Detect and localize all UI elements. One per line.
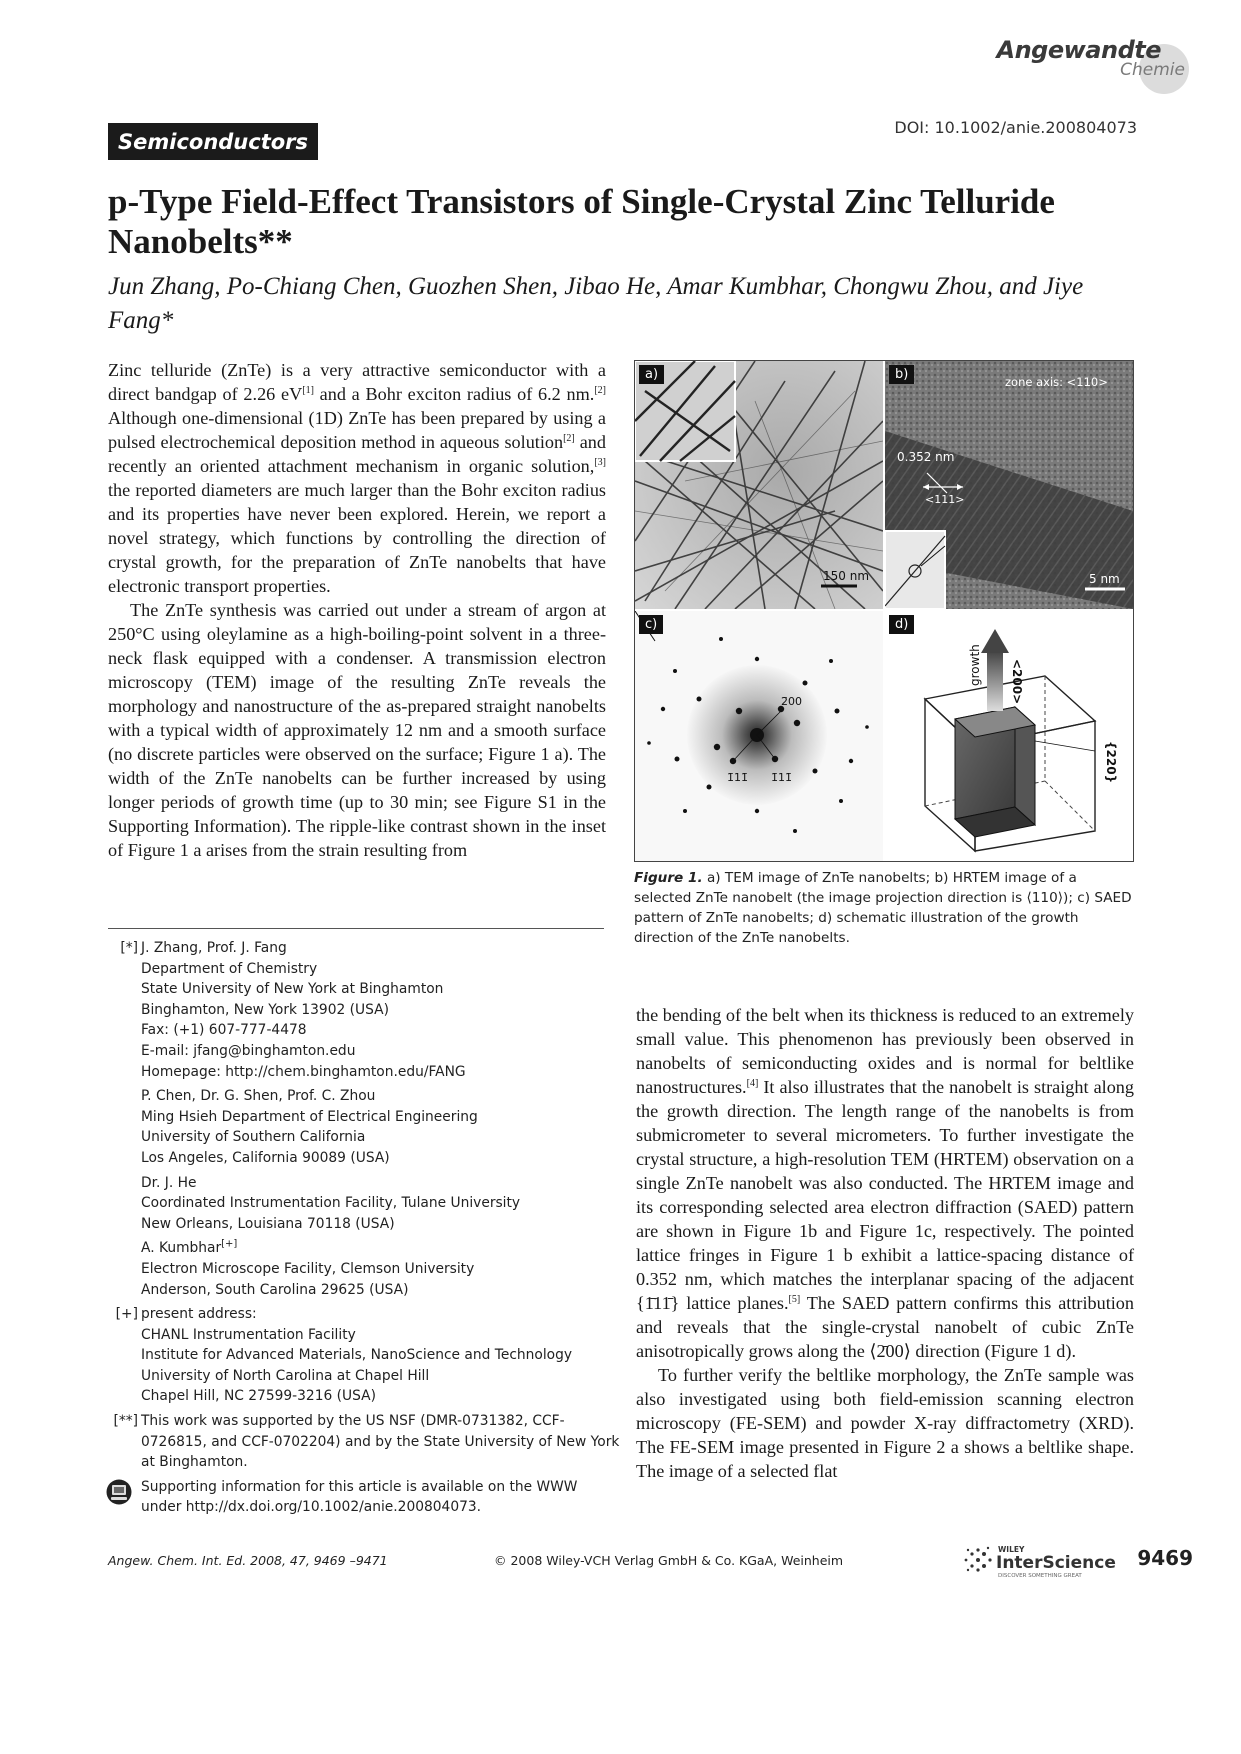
- caption-text: a) TEM image of ZnTe nanobelts; b) HRTEM image of a selected ZnTe nanobelt (the image projection direction is ⟨110⟩); c) SAED pattern of ZnTe nanobelts; d) schematic illustration of the growth direction of the ZnTe nanobelts.: [634, 870, 1132, 946]
- footnote-supporting-info: [108, 1477, 608, 1518]
- page-number: 9469: [1137, 1546, 1193, 1570]
- footnote-line: at Binghamton.: [141, 1454, 248, 1471]
- paragraph: The ZnTe synthesis was carried out under a stream of argon at 250°C using oleylamine as a high-boiling-point solvent in a three-neck flask equipped with a condenser. A transmission electron microscopy (TEM) image of the resulting ZnTe reveals the morphology and nanostructure of the as-prepared straight nanobelts with a typical width of approximately 12 nm and a smooth surface (no discrete particles were observed on the surface; Figure 1 a). The width of the ZnTe nanobelts can be further increased by using longer periods of growth time (up to 30 min; see Figure S1 in the Supporting Information). The ripple-like contrast shown in the inset of Figure 1 a arises from the strain resulting from: [108, 600, 606, 860]
- footnote-line: New Orleans, Louisiana 70118 (USA): [141, 1215, 395, 1232]
- panel-d-label: d): [889, 615, 914, 634]
- footnote-mark: [+]: [115, 1306, 138, 1323]
- caption-label: Figure 1.: [634, 870, 703, 886]
- footnote-present-address: [108, 1304, 608, 1407]
- footnote-line: Coordinated Instrumentation Facility, Tulane University: [141, 1195, 521, 1212]
- footnote-line: Electron Microscope Facility, Clemson University: [141, 1260, 475, 1277]
- footnote-line: Supporting information for this article is available on the WWW: [141, 1478, 578, 1495]
- footnote-line: Institute for Advanced Materials, NanoScience and Technology: [141, 1347, 573, 1364]
- footnote-line: CHANL Instrumentation Facility: [141, 1326, 356, 1343]
- figure-caption: [634, 868, 1134, 948]
- growth-label: growth: [968, 644, 982, 686]
- panel-c-saed-pattern: [635, 611, 883, 861]
- body-left-column: [108, 358, 606, 862]
- publisher-tagline: DISCOVER SOMETHING GREAT: [998, 1573, 1082, 1579]
- article-title: p-Type Field-Effect Transistors of Single-Crystal Zinc Telluride Nanobelts**: [108, 182, 1055, 261]
- footnote-affiliation-4: [108, 1238, 608, 1300]
- footnote-line: Los Angeles, California 90089 (USA): [141, 1149, 390, 1166]
- footnote-affiliation-3: [108, 1173, 608, 1235]
- footnote-line: J. Zhang, Prof. J. Fang: [141, 940, 287, 956]
- direction-label-b: <111>: [925, 493, 965, 506]
- spacing-label: 0.352 nm: [897, 450, 955, 464]
- footnote-line: This work was supported by the US NSF (DMR-0731382, CCF-: [141, 1413, 565, 1430]
- spot-label-111a: 1̄11̄: [727, 771, 748, 784]
- footnote-line: Binghamton, New York 13902 (USA): [141, 1001, 389, 1018]
- panel-c-label: c): [639, 615, 663, 634]
- spot-label-111b: 1̄11̄: [771, 771, 792, 784]
- homepage-link[interactable]: Homepage: http://chem.binghamton.edu/FANG: [141, 1063, 466, 1080]
- panel-a-tem-image: [635, 361, 883, 609]
- paragraph: To further verify the beltlike morphology, the ZnTe sample was also investigated using both field-emission scanning electron microscopy (FE-SEM) and powder X-ray diffractometry (XRD). The FE-SEM image presented in Figure 2 a shows a beltlike shape. The image of a selected flat: [636, 1365, 1134, 1481]
- footnote-funding: [108, 1411, 620, 1473]
- footnote-line: Department of Chemistry: [141, 960, 318, 977]
- footnote-affiliation-2: [108, 1086, 608, 1168]
- footnote-line: Chapel Hill, NC 27599-3216 (USA): [141, 1388, 376, 1405]
- footnote-line: Dr. J. He: [141, 1174, 197, 1191]
- footnote-line: State University of New York at Binghamton: [141, 981, 444, 998]
- scale-bar-a: 150 nm: [823, 569, 870, 583]
- computer-icon: [106, 1479, 132, 1505]
- footnote-line: University of Southern California: [141, 1129, 366, 1146]
- footnote-divider: [108, 928, 604, 929]
- footnotes: [108, 938, 620, 1522]
- footnote-line: Anderson, South Carolina 29625 (USA): [141, 1281, 409, 1298]
- panel-a-label: a): [639, 365, 664, 384]
- copyright: © 2008 Wiley-VCH Verlag GmbH & Co. KGaA, Weinheim: [494, 1553, 844, 1568]
- footnote-line: Fax: (+1) 607-777-4478: [141, 1022, 307, 1039]
- panel-b-label: b): [889, 365, 914, 384]
- body-right-column: [636, 1003, 1134, 1483]
- footnote-line: A. Kumbhar[+]: [141, 1238, 238, 1257]
- publisher-name: InterScience: [996, 1553, 1116, 1573]
- footnote-line: present address:: [141, 1306, 257, 1323]
- logo-sub-text: Chemie: [1120, 60, 1185, 80]
- interscience-logo: [962, 1540, 1142, 1580]
- spot-label-200: 2̄00: [781, 695, 802, 708]
- footnote-line: Ming Hsieh Department of Electrical Engineering: [141, 1108, 478, 1125]
- paragraph: Zinc telluride (ZnTe) is a very attractive semiconductor with a direct bandgap of 2.26 eV[1] and a Bohr exciton radius of 6.2 nm.[2] Although one-dimensional (1D) ZnTe has been prepared by using a pulsed electrochemical deposition method in aqueous solution[2] and recently an oriented attachment mechanism in organic solution,[3] the reported diameters are much larger than the Bohr exciton radius and its properties have never been explored. Herein, we report a novel strategy, which functions by controlling the direction of crystal growth, for the preparation of ZnTe nanobelts that have electronic transport properties.: [108, 360, 606, 596]
- logo-main-text: Angewandte: [996, 36, 1161, 64]
- footnote-line: P. Chen, Dr. G. Shen, Prof. C. Zhou: [141, 1088, 376, 1105]
- footnote-line: 0726815, and CCF-0702204) and by the State University of New York: [141, 1433, 620, 1450]
- growth-direction-label: <200>: [1010, 659, 1024, 705]
- scale-bar-b: 5 nm: [1089, 572, 1120, 586]
- panel-d-schematic: [885, 611, 1133, 861]
- author-list: Jun Zhang, Po-Chiang Chen, Guozhen Shen, Jibao He, Amar Kumbhar, Chongwu Zhou, and Jiye Fang*: [108, 273, 1084, 334]
- figure-1: [634, 360, 1134, 862]
- footnote-affiliation-1: [108, 938, 608, 1082]
- paragraph: the bending of the belt when its thickness is reduced to an extremely small value. This phenomenon has previously been observed in nanobelts of semiconducting oxides and is normal for beltlike nanostructures.[4] It also illustrates that the nanobelt is straight along the growth direction. The length range of the nanobelts is from submicrometer to several micrometers. To further investigate the crystal structure, a high-resolution TEM (HRTEM) observation on a single ZnTe nanobelt was also conducted. The HRTEM image and its corresponding selected area electron diffraction (SAED) pattern are shown in Figure 1b and Figure 1c, respectively. The pointed lattice fringes in Figure 1 b exhibit a lattice-spacing distance of 0.352 nm, which matches the interplanar spacing of the adjacent {1̄11̄} lattice planes.[5] The SAED pattern confirms this attribution and reveals that the single-crystal nanobelt of cubic ZnTe anisotropically grows along the ⟨2̄00⟩ direction (Figure 1 d).: [636, 1005, 1134, 1361]
- publisher-small: WILEY: [998, 1545, 1025, 1554]
- facet-label: {220}: [1104, 741, 1118, 784]
- journal-logo: [996, 34, 1189, 90]
- journal-citation: Angew. Chem. Int. Ed. 2008, 47, 9469 –9471: [108, 1553, 388, 1568]
- supporting-info-link[interactable]: under http://dx.doi.org/10.1002/anie.200804073.: [141, 1499, 482, 1516]
- footnote-mark: [*]: [120, 940, 138, 956]
- zone-axis-label: zone axis: <110>: [1005, 375, 1108, 389]
- footnote-mark: [**]: [113, 1413, 138, 1430]
- doi[interactable]: DOI: 10.1002/anie.200804073: [894, 118, 1137, 137]
- section-label: Semiconductors: [108, 123, 318, 160]
- footnote-line: University of North Carolina at Chapel Hill: [141, 1367, 430, 1384]
- email-link[interactable]: E-mail: jfang@binghamton.edu: [141, 1042, 356, 1059]
- panel-b-hrtem-image: [885, 361, 1133, 609]
